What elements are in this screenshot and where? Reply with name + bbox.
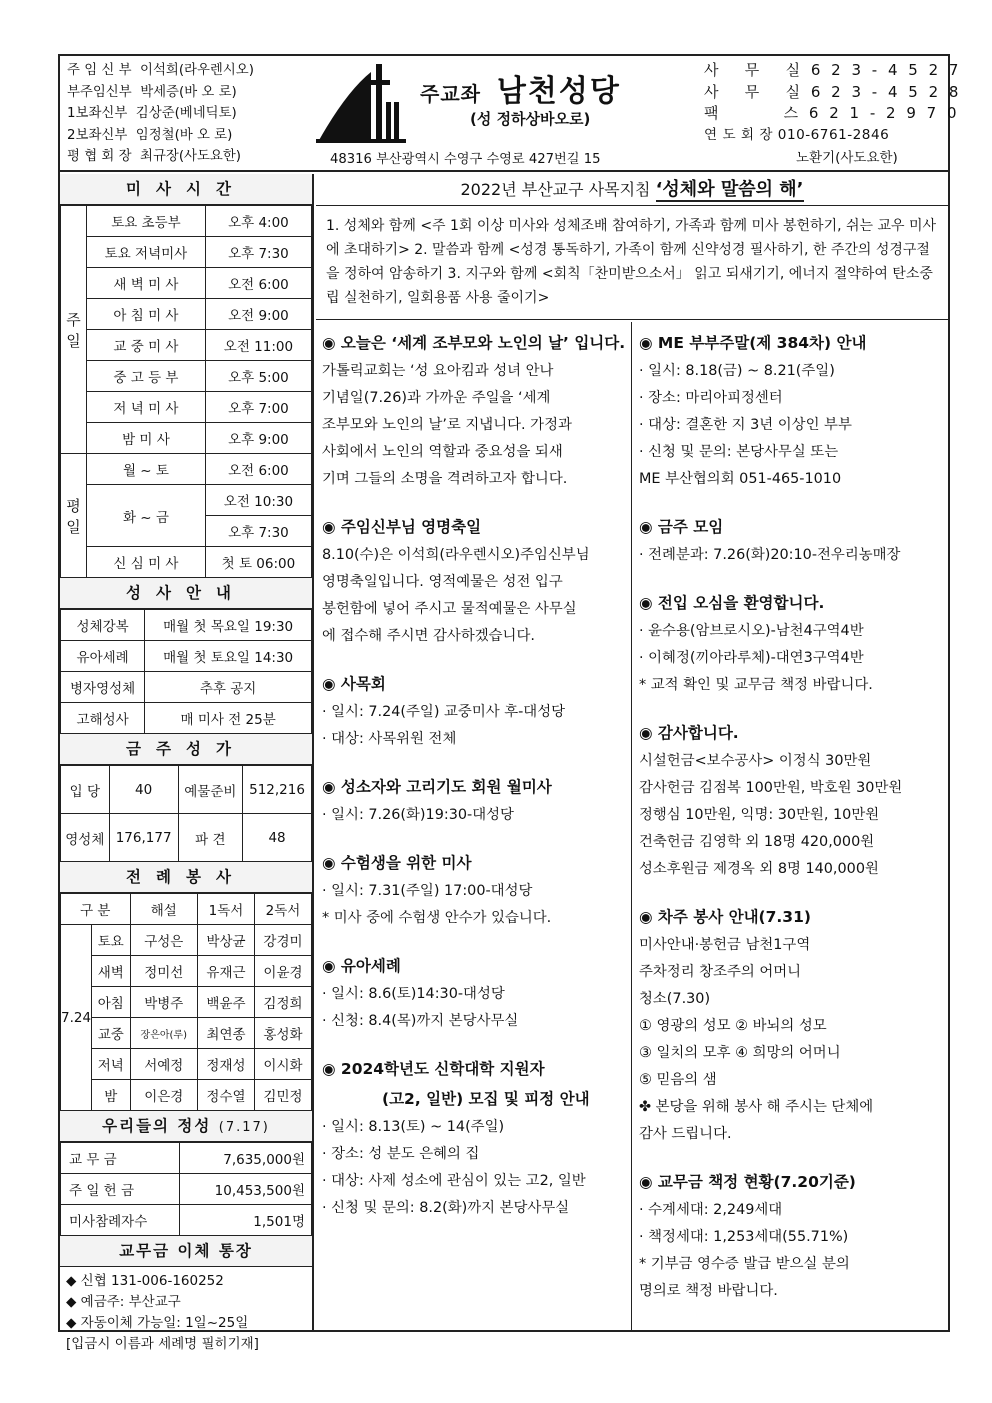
liturgy-person: 정수열	[197, 1080, 254, 1111]
liturgy-person: 정재성	[197, 1049, 254, 1080]
section-gap	[322, 753, 627, 772]
phone-contact-name: 노환기(사도요한)	[796, 150, 898, 166]
mass-name: 밤 미 사	[87, 423, 206, 454]
mass-time: 오후 7:00	[205, 392, 311, 423]
offering-table	[60, 1142, 312, 1236]
liturgy-mass: 밤	[92, 1080, 130, 1111]
notice-heading: ◉ 2024학년도 신학대학 지원자	[322, 1060, 545, 1078]
offering-title: 우리들의 정성	[102, 1117, 212, 1135]
liturgy-mass: 저녁	[92, 1049, 130, 1080]
notice-column-left	[316, 322, 632, 1332]
offering-amount: 1,501명	[179, 1205, 311, 1236]
liturgy-mass: 아침	[92, 987, 130, 1018]
title-big: 남천성당	[496, 74, 621, 109]
parish-title	[420, 66, 621, 110]
liturgy-person: 박상균	[197, 925, 254, 956]
notice-line: 감사헌금 김점복 100만원, 박호원 30만원	[639, 780, 903, 796]
liturgy-header: 전례봉사	[60, 862, 312, 893]
mass-time: 오후 9:00	[205, 423, 311, 454]
sacrament-time: 매월 첫 토요일 14:30	[145, 641, 312, 672]
mass-name: 중 고 등 부	[87, 361, 206, 392]
section-gap	[322, 829, 627, 848]
mass-time: 오전 9:00	[205, 299, 311, 330]
notice-heading: ◉ 주임신부님 영명축일	[322, 518, 482, 536]
notice-heading: ◉ 감사합니다.	[639, 724, 739, 742]
notice-line: · 일시: 8.18(금) ~ 8.21(주일)	[639, 363, 835, 379]
notice-heading: ◉ 금주 모임	[639, 518, 724, 536]
notice-line: ③ 일치의 모후 ④ 희망의 어머니	[639, 1045, 841, 1061]
staff-line: 주 임 신 부 이석희(라우렌시오)	[67, 63, 254, 78]
staff-list	[67, 60, 254, 168]
notice-line: 조부모와 노인의 날’로 지냅니다. 가정과	[322, 417, 572, 433]
notice-heading: ◉ 수험생을 위한 미사	[322, 854, 472, 872]
mass-name: 화 ~ 금	[87, 485, 206, 547]
notice-line: 미사안내·봉헌금 남천1구역	[639, 937, 811, 953]
notice-line: 청소(7.30)	[639, 991, 711, 1007]
notice-heading: ◉ 차주 봉사 안내(7.31)	[639, 908, 811, 926]
sacrament-time: 매월 첫 목요일 19:30	[145, 610, 312, 641]
notice-line: 기념일(7.26)과 가까운 주일을 ‘세계	[322, 390, 551, 406]
offering-label: 미사참례자수	[61, 1205, 180, 1236]
section-gap	[639, 699, 944, 718]
notice-line: 시설헌금<보수공사> 이정식 30만원	[639, 753, 872, 769]
notice-line: · 일시: 8.13(토) ~ 14(주일)	[322, 1119, 505, 1135]
notice-line: · 일시: 8.6(토)14:30-대성당	[322, 986, 505, 1002]
notice-line: · 대상: 사목위원 전체	[322, 731, 457, 747]
notice-line: · 전례분과: 7.26(화)20:10-전우리농매장	[639, 547, 901, 563]
hymn-label: 영성체	[61, 814, 110, 862]
notice-line: 명의로 책정 바랍니다.	[639, 1283, 778, 1299]
notice-line: 주차정리 창조주의 어머니	[639, 964, 802, 980]
notice-line: * 미사 중에 수험생 안수가 있습니다.	[322, 910, 552, 926]
bulletin-page	[58, 54, 962, 1352]
liturgy-mass: 교중	[92, 1018, 130, 1049]
mass-time: 오전 10:30	[205, 485, 311, 516]
notice-line: · 책정세대: 1,253세대(55.71%)	[639, 1229, 849, 1245]
notice-column-right	[633, 322, 948, 1332]
mass-name: 월 ~ 토	[87, 454, 206, 485]
notice-line: · 윤수용(암브로시오)-남천4구역4반	[639, 623, 864, 639]
liturgy-person: 박병주	[130, 987, 197, 1018]
staff-line: 평 협 회 장 최규장(사도요한)	[67, 149, 242, 164]
phone-line: 사 무 실 6 2 3 - 4 5 2 7	[704, 61, 962, 79]
liturgy-col: 1독서	[197, 894, 254, 925]
notice-heading: ◉ 전입 오심을 환영합니다.	[639, 594, 825, 612]
notice-heading: ◉ 오늘은 ‘세계 조부모와 노인의 날’ 입니다.	[322, 334, 626, 352]
mass-name: 교 중 미 사	[87, 330, 206, 361]
notice-line: 정행심 10만원, 익명: 30만원, 10만원	[639, 807, 880, 823]
mass-name: 저 녁 미 사	[87, 392, 206, 423]
hymn-label: 입 당	[61, 766, 110, 814]
hymn-number: 48	[243, 814, 312, 862]
left-column	[60, 174, 314, 1352]
section-gap	[322, 493, 627, 512]
bank-info	[60, 1267, 312, 1359]
liturgy-person: 이은경	[130, 1080, 197, 1111]
sacrament-name: 병자영성체	[61, 672, 145, 703]
liturgy-mass: 새벽	[92, 956, 130, 987]
banner-prefix: 2022년 부산교구 사목지침	[460, 180, 651, 199]
liturgy-person: 최연종	[197, 1018, 254, 1049]
hymn-number: 512,216	[243, 766, 312, 814]
notice-line: 건축헌금 김영학 외 18명 420,000원	[639, 834, 875, 850]
hymn-number: 40	[109, 766, 178, 814]
phone-line: 연 도 회 장 010-6761-2846	[704, 126, 890, 143]
sacrament-table	[60, 609, 312, 734]
mass-time: 오후 5:00	[205, 361, 311, 392]
section-gap	[322, 932, 627, 951]
sacrament-name: 고해성사	[61, 703, 145, 734]
hymn-label: 예물준비	[178, 766, 242, 814]
mass-name: 토요 저녁미사	[87, 237, 206, 268]
cathedral-logo-icon	[316, 62, 406, 144]
liturgy-person: 유재근	[197, 956, 254, 987]
weekday-label: 평일	[61, 454, 87, 578]
notice-line: 가톨릭교회는 ‘성 요아킴과 성녀 안나	[322, 363, 554, 379]
mass-times-header: 미사시간	[60, 174, 312, 205]
liturgy-col: 2독서	[254, 894, 311, 925]
liturgy-date: 7.24	[61, 925, 92, 1111]
notice-line: · 일시: 7.31(주일) 17:00-대성당	[322, 883, 533, 899]
hymn-number: 176,177	[109, 814, 178, 862]
liturgy-col: 구 분	[61, 894, 131, 925]
mass-time: 오후 7:30	[205, 516, 311, 547]
notice-line: · 일시: 7.24(주일) 교중미사 후-대성당	[322, 704, 566, 720]
phone-line: 사 무 실 6 2 3 - 4 5 2 8	[704, 82, 962, 101]
mass-time: 오전 11:00	[205, 330, 311, 361]
notice-line: ✤ 본당을 위해 봉사 해 주시는 단체에	[639, 1099, 874, 1115]
liturgy-person: 김정희	[254, 987, 311, 1018]
sacrament-time: 매 미사 전 25분	[145, 703, 312, 734]
title-small: 주교좌	[420, 82, 481, 106]
bank-line: ◆ 신협 131-006-160252	[66, 1273, 224, 1289]
section-gap	[322, 1035, 627, 1054]
offering-header	[60, 1111, 312, 1142]
hymn-table	[60, 765, 312, 862]
sacrament-name: 성체강복	[61, 610, 145, 641]
liturgy-person: 정미선	[130, 956, 197, 987]
mass-time: 첫 토 06:00	[205, 547, 311, 578]
notice-line: ① 영광의 성모 ② 바뇌의 성모	[639, 1018, 827, 1034]
notice-line: 봉헌함에 넣어 주시고 물적예물은 사무실	[322, 601, 577, 617]
notice-line: 감사 드립니다.	[639, 1126, 732, 1142]
notice-line: 기며 그들의 소명을 격려하고자 합니다.	[322, 471, 568, 487]
liturgy-person: 강경미	[254, 925, 311, 956]
offering-date: (7.17)	[218, 1120, 270, 1135]
mass-time: 오후 4:00	[205, 206, 311, 237]
notice-line: · 신청 및 문의: 8.2(화)까지 본당사무실	[322, 1200, 570, 1216]
offering-label: 교 무 금	[61, 1143, 180, 1174]
offering-amount: 7,635,000원	[179, 1143, 311, 1174]
mass-time: 오전 6:00	[205, 454, 311, 485]
liturgy-person: 이시화	[254, 1049, 311, 1080]
notice-line: 8.10(수)은 이석희(라우렌시오)주임신부님	[322, 547, 590, 563]
liturgy-mass: 토요	[92, 925, 130, 956]
notice-heading: ◉ 교무금 책정 현황(7.20기준)	[639, 1173, 856, 1191]
liturgy-person: 서예정	[130, 1049, 197, 1080]
notice-line: · 신청 및 문의: 본당사무실 또는	[639, 444, 839, 460]
liturgy-col: 해설	[130, 894, 197, 925]
notice-heading: ◉ 사목회	[322, 675, 386, 693]
section-gap	[639, 883, 944, 902]
right-area	[316, 174, 948, 1332]
staff-line: 부주임신부 박세증(바 오 로)	[67, 84, 237, 100]
liturgy-person: 홍성화	[254, 1018, 311, 1049]
liturgy-person: 구성은	[130, 925, 197, 956]
hymn-label: 파 견	[178, 814, 242, 862]
section-gap	[639, 493, 944, 512]
mass-name: 아 침 미 사	[87, 299, 206, 330]
notice-heading: ◉ ME 부부주말(제 384차) 안내	[639, 334, 867, 352]
notice-line: * 교적 확인 및 교무금 책정 바랍니다.	[639, 677, 873, 693]
notice-line: 성소후원금 제경옥 외 8명 140,000원	[639, 861, 879, 877]
notice-line: · 수계세대: 2,249세대	[639, 1202, 783, 1218]
hymn-header: 금주성가	[60, 734, 312, 765]
notice-line: · 대상: 결혼한 지 3년 이상인 부부	[639, 417, 852, 433]
notice-line: 영명축일입니다. 영적예물은 성전 입구	[322, 574, 563, 590]
staff-line: 1보좌신부 김상준(베네딕토)	[67, 106, 237, 121]
liturgy-person: 이윤경	[254, 956, 311, 987]
mass-time: 오후 7:30	[205, 237, 311, 268]
liturgy-table	[60, 893, 312, 1111]
sunday-label: 주일	[61, 206, 87, 454]
bank-line: ◆ 예금주: 부산교구	[66, 1294, 181, 1310]
offering-label: 주 일 헌 금	[61, 1174, 180, 1205]
sacrament-name: 유아세례	[61, 641, 145, 672]
notice-line: · 신청: 8.4(목)까지 본당사무실	[322, 1013, 519, 1029]
phone-line: 팩 스 6 2 1 - 2 9 7 0	[704, 104, 960, 122]
offering-amount: 10,453,500원	[179, 1174, 311, 1205]
parish-address: 48316 부산광역시 수영구 수영로 427번길 15	[330, 152, 601, 167]
banner-title: ‘성체와 말씀의 해’	[655, 179, 804, 200]
pastoral-guidelines: 1. 성체와 함께 <주 1회 이상 미사와 성체조배 참여하기, 가족과 함께 미사 봉헌하기, 쉬는 교우 미사에 초대하기> 2. 말씀과 함께 <성경 통독하기, 가족이 함께 신약성경 필사하기, 한 주간의 성경구절을 정하여 암송하기 3. 지구와 함께 <회칙「찬미받으소서」 읽고 되새기기, 에너지 절약하여 탄소중립 실천하기, 일회용품 사용 줄이기>	[316, 206, 948, 320]
sacrament-time: 추후 공지	[145, 672, 312, 703]
section-gap	[639, 1148, 944, 1167]
liturgy-person: 김민정	[254, 1080, 311, 1111]
notice-line: 사회에서 노인의 역할과 중요성을 되새	[322, 444, 563, 460]
staff-line: 2보좌신부 임정철(바 오 로)	[67, 127, 233, 143]
notice-heading: ◉ 성소자와 고리기도 회원 월미사	[322, 778, 552, 796]
bank-header: 교무금 이체 통장	[60, 1236, 312, 1267]
pastoral-banner	[316, 174, 948, 206]
section-gap	[322, 650, 627, 669]
mass-name: 신 심 미 사	[87, 547, 206, 578]
phone-list	[704, 60, 961, 146]
mass-name: 토요 초등부	[87, 206, 206, 237]
liturgy-person: 장은아(루)	[130, 1018, 197, 1049]
mass-times-table	[60, 205, 312, 578]
notice-line: ⑤ 믿음의 샘	[639, 1072, 717, 1088]
mass-time: 오전 6:00	[205, 268, 311, 299]
notice-line: · 장소: 마리아피정센터	[639, 390, 783, 406]
mass-name: 새 벽 미 사	[87, 268, 206, 299]
notice-line: 에 접수해 주시면 감사하겠습니다.	[322, 628, 535, 644]
notice-line: · 일시: 7.26(화)19:30-대성당	[322, 807, 514, 823]
liturgy-person: 백윤주	[197, 987, 254, 1018]
notice-line: · 대상: 사제 성소에 관심이 있는 고2, 일반	[322, 1173, 586, 1189]
notice-heading-cont: (고2, 일반) 모집 및 피정 안내	[382, 1090, 590, 1108]
notice-heading: ◉ 유아세례	[322, 957, 401, 975]
notice-line: ME 부산협의회 051-465-1010	[639, 471, 842, 487]
sacrament-header: 성사안내	[60, 578, 312, 609]
parish-subtitle: (성 정하상바오로)	[470, 110, 591, 128]
header	[60, 56, 962, 172]
notice-line: · 장소: 성 분도 은혜의 집	[322, 1146, 480, 1162]
section-gap	[639, 569, 944, 588]
bank-line: [입금시 이름과 세례명 필히기재]	[66, 1336, 259, 1352]
notice-line: * 기부금 영수증 발급 받으실 분의	[639, 1256, 850, 1272]
bank-line: ◆ 자동이체 가능일: 1일~25일	[66, 1315, 249, 1331]
notice-line: · 이혜정(끼아라루체)-대연3구역4반	[639, 650, 864, 666]
